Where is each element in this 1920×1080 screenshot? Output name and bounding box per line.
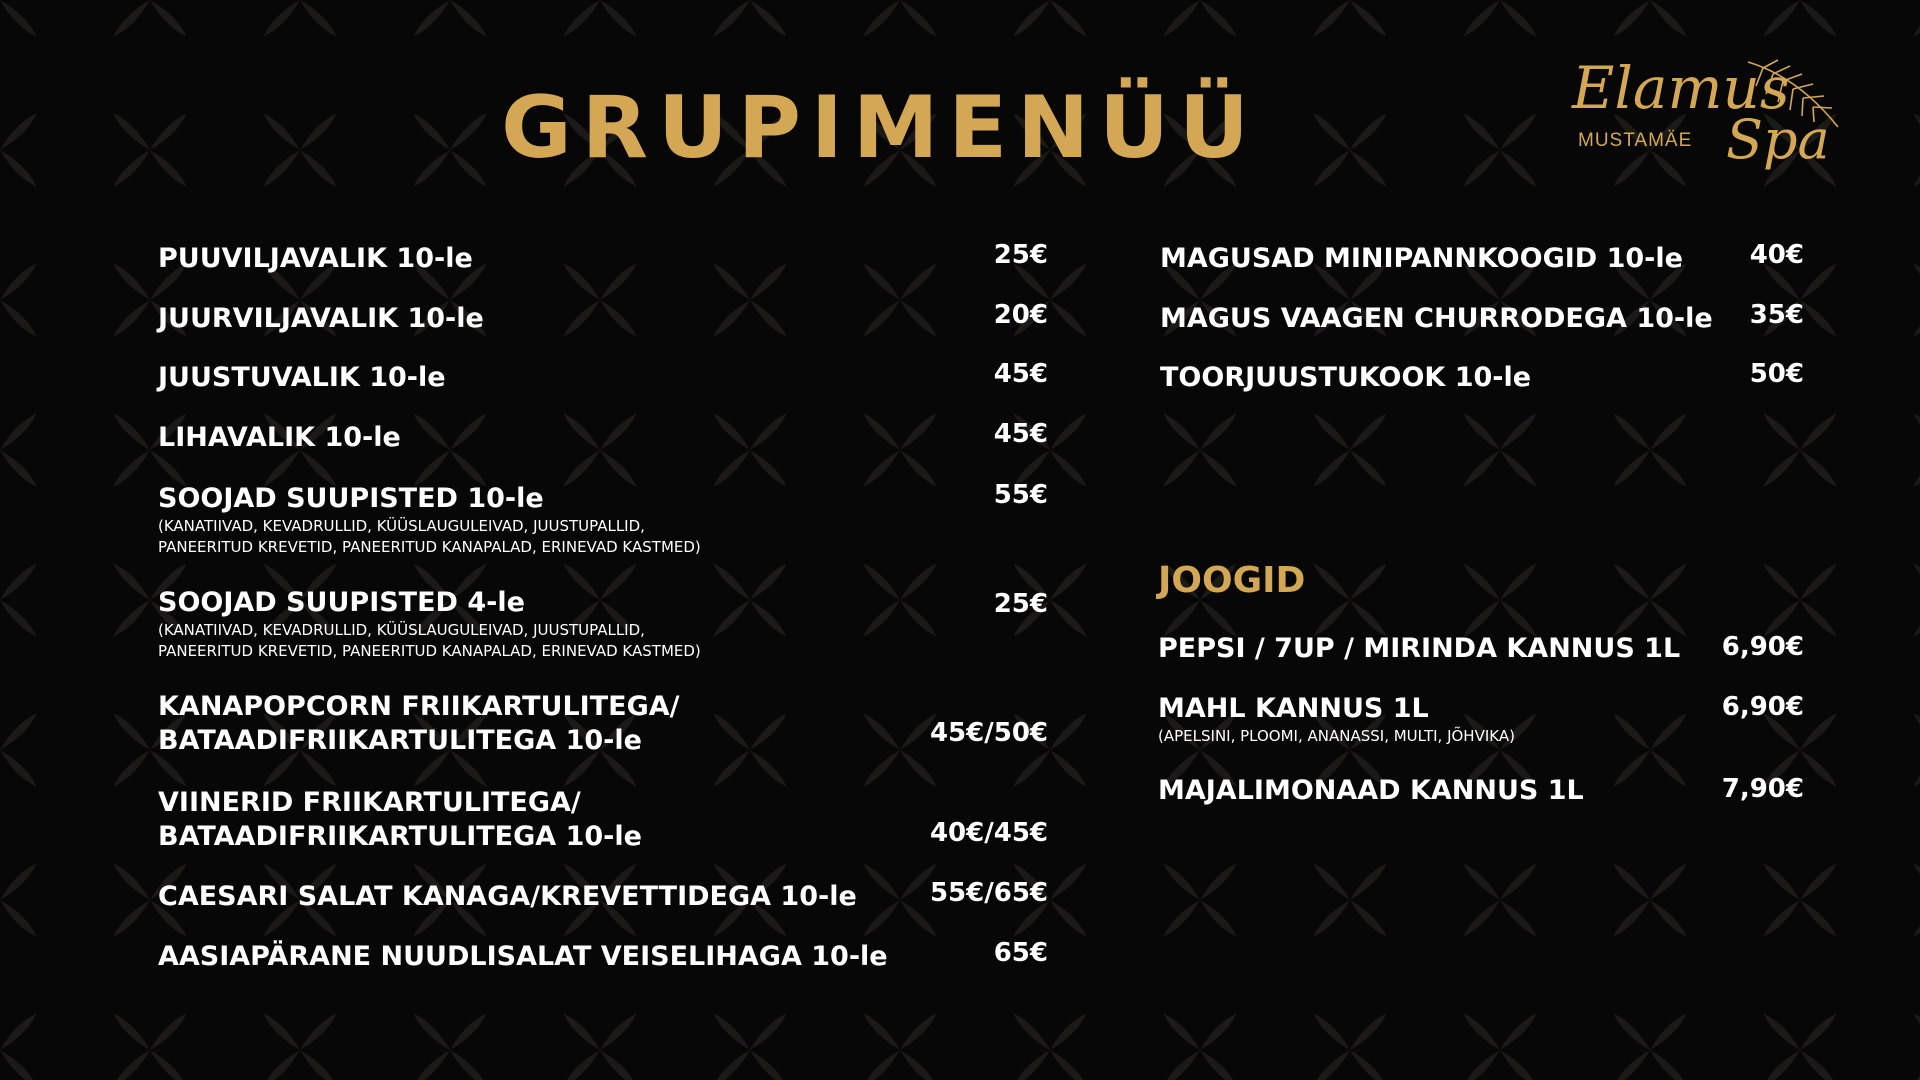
menu-item xyxy=(158,242,473,276)
leaf-ornament xyxy=(1610,560,1689,639)
leaf-ornament xyxy=(860,0,939,40)
leaf-ornament xyxy=(1460,0,1539,40)
leaf-ornament xyxy=(1010,1010,1089,1080)
menu-item-name: MAGUS VAAGEN CHURRODEGA 10-le xyxy=(1160,303,1713,334)
menu-item-description: (KANATIIVAD, KEVADRULLID, KÜÜSLAUGULEIVAD, JUUSTUPALLID, xyxy=(158,517,645,535)
leaf-ornament xyxy=(0,0,40,40)
leaf-ornament xyxy=(1760,560,1839,639)
menu-item-price: 55€ xyxy=(993,480,1048,510)
leaf-ornament xyxy=(0,560,40,639)
leaf-ornament xyxy=(1910,710,1920,789)
logo-location-text: MUSTAMÄE xyxy=(1578,130,1693,151)
menu-item-price: 45€ xyxy=(993,359,1048,389)
leaf-ornament xyxy=(1760,0,1839,40)
leaf-ornament xyxy=(1160,860,1239,939)
logo-spa-text: Spa xyxy=(1726,108,1830,171)
menu-item xyxy=(158,940,888,974)
leaf-ornament xyxy=(1460,1010,1539,1080)
menu-item-name: AASIAPÄRANE NUUDLISALAT VEISELIHAGA 10-le xyxy=(158,941,888,972)
leaf-ornament xyxy=(260,1010,339,1080)
drink-item-price: 7,90€ xyxy=(1721,774,1804,804)
menu-item-price: 25€ xyxy=(993,240,1048,270)
leaf-ornament xyxy=(1910,0,1920,40)
leaf-ornament xyxy=(1910,1010,1920,1080)
leaf-ornament xyxy=(410,1010,489,1080)
menu-item-price: 35€ xyxy=(1749,300,1804,330)
menu-item xyxy=(158,482,701,558)
leaf-ornament xyxy=(860,560,939,639)
leaf-ornament xyxy=(1760,1010,1839,1080)
drink-item-name: MAJALIMONAAD KANNUS 1L xyxy=(1158,775,1584,806)
leaf-ornament xyxy=(0,860,40,939)
menu-item xyxy=(1160,302,1713,336)
menu-item-price: 45€/50€ xyxy=(929,718,1048,748)
leaf-ornament xyxy=(410,0,489,40)
menu-item-price: 20€ xyxy=(993,300,1048,330)
leaf-ornament xyxy=(1610,1010,1689,1080)
leaf-ornament xyxy=(1610,410,1689,489)
leaf-ornament xyxy=(1910,410,1920,489)
leaf-ornament xyxy=(560,410,639,489)
menu-item-name: TOORJUUSTUKOOK 10-le xyxy=(1160,362,1532,393)
drink-item-name: PEPSI / 7UP / MIRINDA KANNUS 1L xyxy=(1158,633,1681,664)
menu-item-price: 55€/65€ xyxy=(929,878,1048,908)
menu-item xyxy=(158,690,680,758)
leaf-ornament xyxy=(1460,410,1539,489)
menu-item xyxy=(158,421,401,455)
leaf-ornament xyxy=(1760,860,1839,939)
menu-item xyxy=(158,786,642,854)
leaf-ornament xyxy=(1160,0,1239,40)
leaf-ornament xyxy=(1460,560,1539,639)
leaf-ornament xyxy=(710,710,789,789)
leaf-ornament xyxy=(710,560,789,639)
menu-item xyxy=(158,586,701,662)
menu-item-name: CAESARI SALAT KANAGA/KREVETTIDEGA 10-le xyxy=(158,881,857,912)
leaf-ornament xyxy=(860,860,939,939)
leaf-ornament xyxy=(110,1010,189,1080)
menu-item-price: 40€/45€ xyxy=(929,818,1048,848)
leaf-ornament xyxy=(410,410,489,489)
leaf-ornament xyxy=(1610,0,1689,40)
leaf-ornament xyxy=(1160,410,1239,489)
menu-item-description: PANEERITUD KREVETID, PANEERITUD KANAPALAD, ERINEVAD KASTMED) xyxy=(158,538,701,556)
leaf-ornament xyxy=(260,0,339,40)
menu-item-name-line2: BATAADIFRIIKARTULITEGA 10-le xyxy=(158,821,642,852)
leaf-ornament xyxy=(860,710,939,789)
leaf-ornament xyxy=(1610,860,1689,939)
menu-item xyxy=(158,880,857,914)
leaf-ornament xyxy=(1310,860,1389,939)
drink-item xyxy=(1158,632,1680,666)
menu-item-description: PANEERITUD KREVETID, PANEERITUD KANAPALAD, ERINEVAD KASTMED) xyxy=(158,642,701,660)
menu-item-price: 50€ xyxy=(1749,359,1804,389)
drink-item-price: 6,90€ xyxy=(1721,632,1804,662)
menu-item-price: 45€ xyxy=(993,419,1048,449)
leaf-ornament xyxy=(1310,1010,1389,1080)
leaf-ornament xyxy=(860,410,939,489)
leaf-ornament xyxy=(1010,0,1089,40)
menu-item xyxy=(158,361,446,395)
leaf-ornament xyxy=(1760,410,1839,489)
menu-item-name: PUUVILJAVALIK 10-le xyxy=(158,243,473,274)
menu-item-name: MAGUSAD MINIPANNKOOGID 10-le xyxy=(1160,243,1683,274)
menu-item-price: 25€ xyxy=(993,589,1048,619)
menu-item-price: 65€ xyxy=(993,938,1048,968)
drink-item xyxy=(1158,692,1515,747)
menu-item-name: VIINERID FRIIKARTULITEGA/ xyxy=(158,787,581,818)
page-title: GRUPIMENÜÜ xyxy=(501,78,1259,178)
leaf-ornament xyxy=(0,410,40,489)
leaf-ornament xyxy=(560,1010,639,1080)
leaf-ornament xyxy=(110,0,189,40)
menu-item-name: JUURVILJAVALIK 10-le xyxy=(158,303,484,334)
leaf-ornament xyxy=(1460,860,1539,939)
leaf-ornament xyxy=(560,0,639,40)
menu-item xyxy=(1160,242,1683,276)
leaf-ornament xyxy=(1310,410,1389,489)
menu-item xyxy=(158,302,484,336)
leaf-ornament xyxy=(1310,0,1389,40)
menu-item-description: (KANATIIVAD, KEVADRULLID, KÜÜSLAUGULEIVAD, JUUSTUPALLID, xyxy=(158,621,645,639)
menu-item-price: 40€ xyxy=(1749,240,1804,270)
menu-item-name: LIHAVALIK 10-le xyxy=(158,422,401,453)
leaf-ornament xyxy=(1910,260,1920,339)
leaf-ornament xyxy=(710,410,789,489)
leaf-ornament xyxy=(710,260,789,339)
leaf-ornament xyxy=(0,260,40,339)
leaf-ornament xyxy=(710,1010,789,1080)
leaf-ornament xyxy=(1910,860,1920,939)
menu-item-name-line2: BATAADIFRIIKARTULITEGA 10-le xyxy=(158,725,642,756)
menu-item xyxy=(1160,361,1531,395)
leaf-ornament xyxy=(1160,1010,1239,1080)
leaf-ornament xyxy=(0,710,40,789)
elamus-spa-logo xyxy=(1548,52,1848,170)
leaf-ornament xyxy=(560,260,639,339)
leaf-ornament xyxy=(1610,710,1689,789)
drink-item-description: (APELSINI, PLOOMI, ANANASSI, MULTI, JÕHVIKA) xyxy=(1158,727,1515,745)
menu-item-name: JUUSTUVALIK 10-le xyxy=(158,362,446,393)
leaf-ornament xyxy=(860,1010,939,1080)
menu-item-name: SOOJAD SUUPISTED 10-le xyxy=(158,483,544,514)
leaf-ornament xyxy=(1310,560,1389,639)
leaf-ornament xyxy=(0,1010,40,1080)
leaf-ornament xyxy=(860,260,939,339)
drink-item xyxy=(1158,774,1584,808)
leaf-ornament xyxy=(710,0,789,40)
logo-elamus-text: Elamus xyxy=(1572,54,1790,122)
menu-item-name: KANAPOPCORN FRIIKARTULITEGA/ xyxy=(158,691,680,722)
leaf-ornament xyxy=(1910,560,1920,639)
drink-item-price: 6,90€ xyxy=(1721,692,1804,722)
drink-item-name: MAHL KANNUS 1L xyxy=(1158,693,1429,724)
drinks-heading: JOOGID xyxy=(1158,560,1306,601)
menu-item-name: SOOJAD SUUPISTED 4-le xyxy=(158,587,525,618)
